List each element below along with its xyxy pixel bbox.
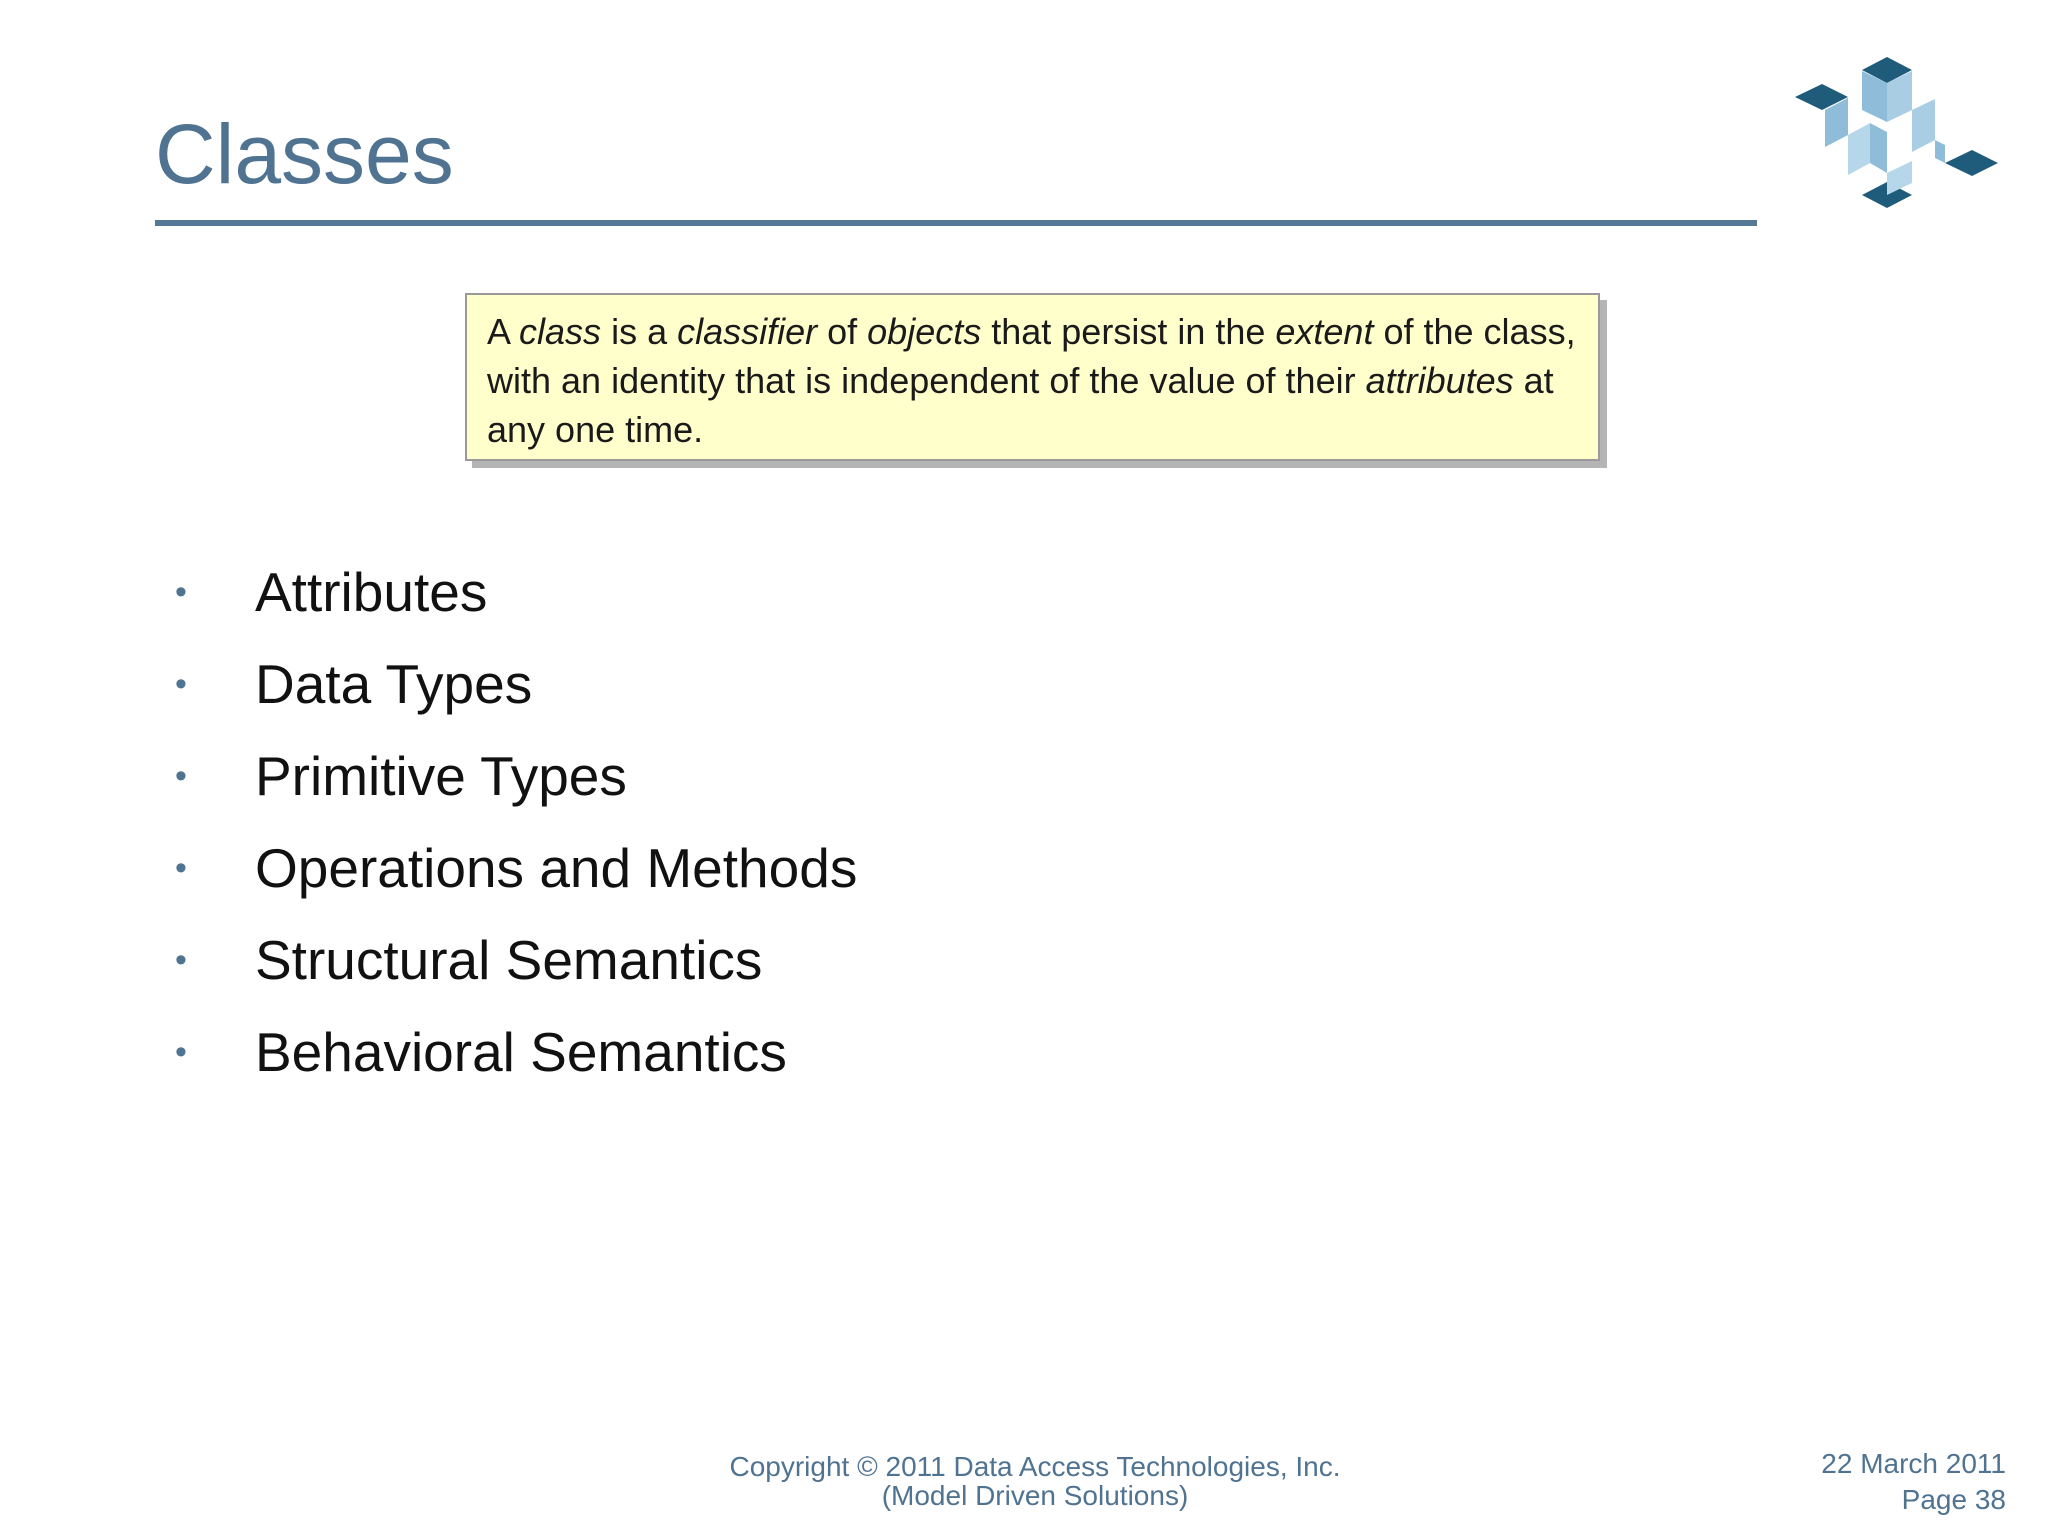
bullet-text: Attributes	[255, 561, 488, 623]
definition-box	[465, 293, 1600, 461]
bullet-dot: •	[175, 1033, 187, 1071]
definition-term: attributes	[1365, 360, 1514, 401]
footer-copyright	[620, 1452, 1450, 1510]
bullet-dot: •	[175, 941, 187, 979]
slide-title: Classes	[155, 107, 454, 201]
definition-run: that persist in the	[981, 311, 1276, 352]
company-logo-icon	[1790, 55, 2005, 215]
bullet-dot: •	[175, 757, 187, 795]
definition-run: of	[817, 311, 868, 352]
bullet-text: Primitive Types	[255, 745, 627, 807]
bullet-text: Data Types	[255, 653, 533, 715]
bullet-text: Behavioral Semantics	[255, 1021, 787, 1083]
definition-term: objects	[867, 311, 982, 352]
definition-term: classifier	[677, 311, 818, 352]
bullet-text: Structural Semantics	[255, 929, 763, 991]
definition-run: is a	[601, 311, 678, 352]
page-number: Page 38	[1901, 1484, 2006, 1515]
bullet-dot: •	[175, 849, 187, 887]
bullet-dot: •	[175, 665, 187, 703]
bullet-text: Operations and Methods	[255, 837, 858, 899]
definition-term: class	[519, 311, 602, 352]
copyright-line-2: (Model Driven Solutions)	[881, 1480, 1189, 1511]
definition-run: A	[487, 311, 520, 352]
definition-term: extent	[1275, 311, 1374, 352]
definition-run: at any one time.	[487, 360, 1554, 450]
title-divider	[155, 220, 1757, 226]
footer-date: 22 March 2011	[1821, 1448, 2006, 1479]
definition-text	[487, 311, 1576, 450]
bullet-dot: •	[175, 573, 187, 611]
copyright-line-1: Copyright © 2011 Data Access Technologies, Inc.	[729, 1451, 1341, 1482]
footer-date-page	[1821, 1446, 2006, 1518]
definition-run: of the class, with an identity that is independent of the value of their	[487, 311, 1576, 401]
